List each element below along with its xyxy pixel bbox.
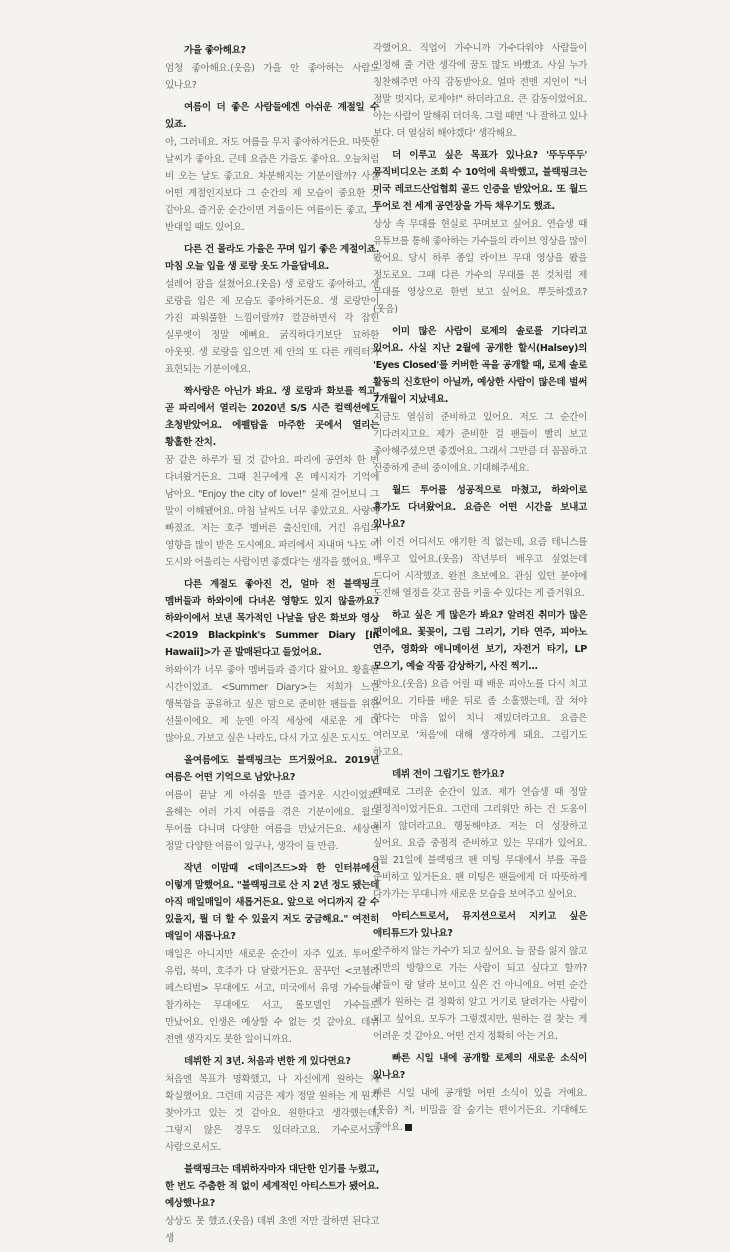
question: 데뷔한 지 3년. 처음과 변한 게 있다면요?: [184, 1056, 351, 1067]
question: 아티스트로서, 뮤지션으로서 지키고 싶은 애티튜드가 있나요?: [373, 911, 587, 939]
left-column: [165, 40, 379, 1252]
answer: 여름이 끝날 게 아쉬울 만큼 즐거운 시간이었죠. 올해는 여러 가지 여름을 겪은 기분이에요. 월드 투어를 다니며 다양한 여름을 만났거든요. 세상엔 정말 다양한 여름이 있구나, 생각이 들 만큼.: [165, 790, 379, 852]
answer-continued: 각했어요. 직업이 가수니까 가수다워야 사람들이 인정해 줄 거란 생각에 꿈도 많도 바빴죠. 사실 누가 칭찬해주면 아직 감동받아요. 얼마 전엔 지인이 "너 정말 멋지다, 로제야!" 하더라고요. 큰 감동이었어요. 아는 사람이 말해줘 더더욱. 그럴 때면 '나 잘하고 있나 보다. 더 열심히 해야겠다' 생각해요.: [373, 43, 587, 139]
answer: 상상도 못 했죠.(웃음) 데뷔 초엔 저만 잘하면 된다고 생: [165, 1216, 379, 1244]
question: 가을 좋아해요?: [184, 45, 246, 56]
question: 하고 싶은 게 많은가 봐요? 알려진 취미가 많은 편이에요. 꽃꽂이, 그림 그리기, 기타 연주, 피아노 연주, 영화와 애니메이션 보기, 자전거 타기, LP 모으기, 예술 작품 감상하기, 사진 찍기…: [373, 610, 587, 672]
question: 데뷔 전이 그립기도 한가요?: [392, 769, 505, 780]
question: 블랙핑크는 데뷔하자마자 대단한 인기를 누렸고, 한 번도 주춤한 적 없이 세계적인 아티스트가 됐어요. 예상했나요?: [165, 1164, 379, 1209]
question: 월드 투어를 성공적으로 마쳤고, 하와이로 휴가도 다녀왔어요. 요즘은 어떤 시간을 보내고 있나요?: [373, 485, 587, 530]
answer: 지금도 열심히 준비하고 있어요. 저도 그 순간이 기다려지고요. 제가 준비한 걸 팬들이 빨리 보고 좋아해주셨으면 좋겠어요. 그래서 그만큼 더 꼼꼼하고 신중하게 준비 중이에요. 기대해주세요.: [373, 412, 587, 474]
answer: 하와이가 너무 좋아 멤버들과 즐기다 왔어요. 황홀한 시간이었죠. <Summer Diary>는 저희가 느낀 행복함을 공유하고 싶은 맘으로 준비한 팬들을 위한 선물이에요. 제 눈엔 아직 세상에 새로운 게 더 많아요. 가보고 싶은 나라도, 다시 가고 싶은 도시도.: [165, 665, 379, 744]
question: 더 이루고 싶은 목표가 있나요? '뚜두뚜두' 뮤직비디오는 조회 수 10억에 육박했고, 블랙핑크는 미국 레코드산업협회 골드 인증을 받았어요. 또 월드 투어로 전 세계 공연장을 가득 채우기도 했죠.: [373, 150, 587, 212]
answer: 때때로 그리운 순간이 있죠. 제가 연습생 때 정말 열정적이었거든요. 그런데 그리워만 하는 건 도움이 되지 않더라고요. 행동해야죠. 저는 더 성장하고 싶어요. 요즘 중점적 준비하고 있는 무대가 있어요. 9월 21일에 블랙핑크 팬 미팅 무대에서 부를 곡을 준비하고 있거든요. 팬 미팅은 팬들에게 더 따뜻하게 다가가는 무대니까 새로운 모습을 보여주고 싶어요.: [373, 787, 587, 900]
answer: 아, 그러네요. 저도 여름을 무지 좋아하거든요. 따뜻한 날씨가 좋아요. 근데 요즘은 가을도 좋아요. 오늘처럼 비 오는 날도 좋고요. 차분해지는 기분이랄까? 사실 어떤 계절인지보다 그 순간의 제 모습이 중요한 것 같아요. 즐거운 순간이면 겨울이든 여름이든 좋고, 그 반대일 때도 있어요.: [165, 137, 379, 233]
answer: 꿈 같은 하루가 될 것 같아요. 파리에 공연차 한 번 다녀왔거든요. 그때 친구에게 온 메시지가 기억에 남아요. "Enjoy the city of love!" 실제 걸어보니 그 말이 이해됐어요. 마침 날씨도 너무 좋았고요. 사랑에 빠졌죠. 저는 호주 멜버른 출신인데, 거긴 유럽의 영향을 많이 받은 도시예요. 파리에서 지내며 '나도 이 도시와 어울리는 사람이면 좋겠다'는 생각을 했어요.: [165, 455, 379, 568]
answer: 매일은 아니지만 새로운 순간이 자주 있죠. 투어도 유럽, 북미, 호주가 다 달랐거든요. 꿈꾸던 <코첼라 페스티벌> 무대에도 서고, 미국에서 유명 가수들이 참가하는 무대에도 서고, 롤모델인 가수들도 만났어요. 인생은 예상할 수 없는 것 같아요. 데뷔 전엔 생각지도 못한 일이니까요.: [165, 949, 379, 1045]
answer: 맞아요.(웃음) 요즘 어릴 때 배운 피아노를 다시 치고 있어요. 기타를 배운 뒤로 좀 소홀했는데, 잘 쳐야 한다는 마음 없이 치니 재밌더라고요. 요즘은 여러모로 '처음'에 대해 생각하게 돼요. 그림기도 하고요.: [373, 679, 587, 758]
final-answer: [373, 1085, 587, 1136]
question: 여름이 더 좋은 사람들에겐 아쉬운 계절일 수 있죠.: [165, 102, 379, 130]
question: 빠른 시일 내에 공개할 로제의 새로운 소식이 있나요?: [373, 1053, 587, 1081]
question: 짝사랑은 아닌가 봐요. 생 로랑과 화보를 찍고, 곧 파리에서 열리는 2020년 S/S 시즌 컬렉션에도 초청받았어요. 에펠탑을 마주한 곳에서 열리는 황홀한 잔치.: [165, 386, 379, 448]
answer: 엄청 좋아해요.(웃음) 가을 안 좋아하는 사람도 있나요?: [165, 63, 379, 91]
answer: 설레어 잠을 설쳤어요.(웃음) 생 로랑도 좋아하고, 생 로랑을 입은 제 모습도 좋아하거든요. 생 로랑만이 가진 파워풀한 느낌이랄까? 깔끔하면서 각 잡힌 실루엣이 정말 예뻐요. 굵직하다기보단 묘하한 아웃핏. 생 로랑을 입으면 제 안의 또 다른 캐릭터가 표현되는 기분이에요.: [165, 279, 379, 375]
answer: 안주하지 않는 가수가 되고 싶어요. 늘 꿈을 잃지 않고 지만의 방향으로 가는 사람이 되고 싶다고 할까? 남들이 랑 달라 보이고 싶은 건 아니에요. 어떤 순간 제가 원하는 걸 정확히 알고 거기로 달려가는 사람이 되고 싶어요. 모두가 그렇겠지만, 원하는 걸 찾는 게 어려운 것 같아요. 어떤 건지 정확히 아는 거요.: [373, 946, 587, 1042]
question: 올여름에도 블랙핑크는 뜨거웠어요. 2019년 여름은 어떤 기억으로 남았나요?: [165, 755, 379, 783]
answer: 상상 속 무대를 현실로 꾸며보고 싶어요. 연습생 때 유튜브를 통해 좋아하는 가수들의 라이브 영상을 많이 봤어요. 당시 하루 종일 라이브 무대 영상을 봤을 정도로요. 그때 다른 가수의 무대를 본 것처럼 제 무대를 영상으로 한번 보고 싶어요. 뿌듯하겠죠?(웃음): [373, 219, 587, 315]
final-answer-text: 빠른 시일 내에 공개할 어떤 소식이 있을 거예요.(웃음) 저, 비밀을 잘 숨기는 편이거든요. 기대해도 좋아요.: [373, 1088, 587, 1133]
question: 다른 건 몰라도 가을은 꾸며 입기 좋은 계절이죠. 마침 오늘 입을 생 로랑 옷도 가을답네요.: [165, 244, 379, 272]
answer: 저 이건 어디서도 얘기한 적 없는데, 요즘 테니스를 배우고 있어요.(웃음) 작년부터 배우고 싶었는데 드디어 시작했죠. 완전 초보예요. 관심 있던 분야에 도전해 열정을 갖고 꿈을 키울 수 있다는 게 즐거워요.: [373, 537, 587, 599]
question: 작년 이맘때 <데이즈드>와 한 인터뷰에선 이렇게 말했어요. "블랙핑크로 산 지 2년 정도 됐는데 아직 매일매일이 새롭거든요. 앞으로 어디까지 갈 수 있을지, 뭘 더 할 수 있을지 저도 궁금해요." 여전히 매일이 새롭나요?: [165, 863, 379, 942]
question: 다른 계절도 좋아진 건, 얼마 전 블랙핑크 멤버들과 하와이에 다녀온 영향도 있지 않을까요? 하와이에서 보낸 목가적인 나날을 담은 화보와 영상 <2019 Blackpink's Summer Diary [In Hawaii]>가 곧 발매된다고 들었어요.: [165, 579, 379, 658]
question: 이미 많은 사람이 로제의 솔로를 기다리고 있어요. 사실 지난 2월에 공개한 할시(Halsey)의 'Eyes Closed'를 커버한 곡을 공개할 때, 로제 솔로 활동의 신호탄이 아닐까, 예상한 사람이 많은데 벌써 7개월이 지났네요.: [373, 326, 587, 405]
answer: 처음엔 목표가 명확했고, 나 자신에게 원하는 게 확실했어요. 그런데 지금은 제가 정말 원하는 게 뭔지 찾아가고 있는 것 같아요. 원한다고 생각했는데, 그렇지 않은 경우도 있더라고요. 가수로서도, 사람으로서도.: [165, 1074, 379, 1153]
right-column: [373, 40, 587, 1141]
end-mark-icon: [405, 1124, 412, 1131]
